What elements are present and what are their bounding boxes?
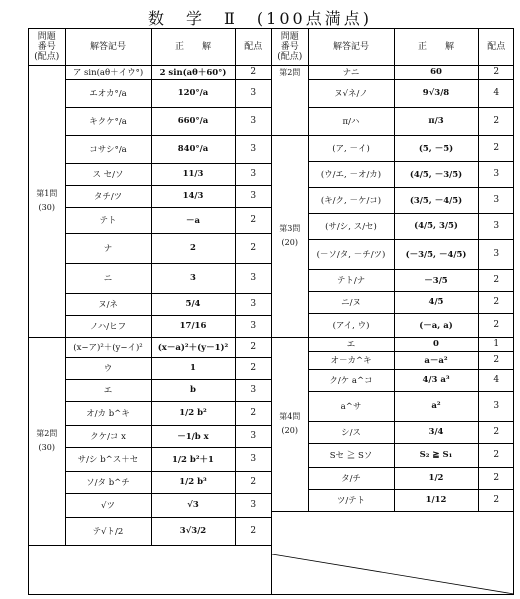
- answer-code: コサシ°/a: [65, 135, 151, 163]
- correct-answer: 5/4: [151, 293, 235, 315]
- correct-answer: (3/5, －4/5): [394, 187, 478, 213]
- correct-answer: 840°/a: [151, 135, 235, 163]
- points-value: 3: [235, 315, 271, 337]
- points-value: 2: [478, 443, 514, 467]
- answer-code: ノハ/ヒフ: [65, 315, 151, 337]
- table-row: [272, 135, 514, 161]
- correct-answer: 660°/a: [151, 107, 235, 135]
- left-column: [29, 29, 271, 594]
- points-value: 2: [235, 207, 271, 233]
- table-row: [29, 471, 271, 493]
- correct-answer: 2: [151, 233, 235, 263]
- points-value: 2: [235, 233, 271, 263]
- table-row: [272, 161, 514, 187]
- correct-answer: 1/2 b²＋1: [151, 447, 235, 471]
- section-points: (20): [281, 426, 298, 435]
- table-row: [272, 443, 514, 467]
- correct-answer: (4/5, 3/5): [394, 213, 478, 239]
- points-value: 2: [478, 489, 514, 511]
- correct-answer: 17/16: [151, 315, 235, 337]
- section-name: 第2問: [36, 429, 58, 438]
- section-points: (20): [281, 238, 298, 247]
- table-row: [29, 357, 271, 379]
- correct-answer: －1/b x: [151, 425, 235, 447]
- table-row: [272, 391, 514, 421]
- points-value: 3: [235, 135, 271, 163]
- section-cell: [29, 337, 65, 545]
- correct-answer: 3√3/2: [151, 517, 235, 545]
- answer-code: (アイ, ウ): [308, 313, 394, 337]
- header-points: 配点: [478, 29, 514, 65]
- table-row: [29, 517, 271, 545]
- points-value: 2: [478, 269, 514, 291]
- correct-answer: 14/3: [151, 185, 235, 207]
- points-value: 3: [478, 391, 514, 421]
- table-row: [29, 263, 271, 293]
- answer-code: テ√ト/2: [65, 517, 151, 545]
- answer-code: ナニ: [308, 65, 394, 79]
- answer-code: Sセ ≧ Sソ: [308, 443, 394, 467]
- table-row: [29, 425, 271, 447]
- table-row: [272, 489, 514, 511]
- answer-code: ヌ√ネ/ノ: [308, 79, 394, 107]
- points-value: 2: [478, 313, 514, 337]
- header-code: 解答記号: [65, 29, 151, 65]
- table-row: [272, 213, 514, 239]
- correct-answer: a－a²: [394, 351, 478, 369]
- correct-answer: －3/5: [394, 269, 478, 291]
- points-value: 2: [235, 401, 271, 425]
- answer-code: (x−ア)²＋(y−イ)²: [65, 337, 151, 357]
- answer-table: [28, 28, 514, 595]
- table-row: [29, 293, 271, 315]
- points-value: 3: [478, 239, 514, 269]
- table-row: [29, 185, 271, 207]
- correct-answer: (5, －5): [394, 135, 478, 161]
- correct-answer: a²: [394, 391, 478, 421]
- table-row: [272, 79, 514, 107]
- correct-answer: 1/2 b³: [151, 471, 235, 493]
- answer-code: (－ソ/タ, －チ/ツ): [308, 239, 394, 269]
- correct-answer: π/3: [394, 107, 478, 135]
- section-cell: [272, 337, 308, 511]
- answer-code: ク/ケ a^コ: [308, 369, 394, 391]
- table-row: [29, 107, 271, 135]
- answer-code: (ア, －イ): [308, 135, 394, 161]
- points-value: 2: [478, 135, 514, 161]
- header-answer: 正 解: [151, 29, 235, 65]
- table-row: [29, 379, 271, 401]
- points-value: 4: [478, 79, 514, 107]
- points-value: 2: [235, 357, 271, 379]
- points-value: 2: [478, 291, 514, 313]
- answer-code: テト/ナ: [308, 269, 394, 291]
- table-row: [29, 79, 271, 107]
- table-row: [272, 239, 514, 269]
- points-value: 3: [235, 263, 271, 293]
- answer-code: ア sin(aθ＋イウ°): [65, 65, 151, 79]
- points-value: 1: [478, 337, 514, 351]
- correct-answer: (4/5, －3/5): [394, 161, 478, 187]
- points-value: 3: [235, 379, 271, 401]
- points-value: 2: [478, 467, 514, 489]
- answer-code: オ－カ^キ: [308, 351, 394, 369]
- correct-answer: 120°/a: [151, 79, 235, 107]
- section-name: 第4問: [279, 412, 301, 421]
- correct-answer: S₂ ≧ S₁: [394, 443, 478, 467]
- table-row: [272, 65, 514, 79]
- table-row: [29, 315, 271, 337]
- table-row: [272, 269, 514, 291]
- table-row: [272, 337, 514, 351]
- table-row: [29, 233, 271, 263]
- answer-code: タチ/ツ: [65, 185, 151, 207]
- table-row: [29, 65, 271, 79]
- left-table: [29, 29, 271, 546]
- section-points: (30): [38, 443, 55, 452]
- points-value: 2: [235, 65, 271, 79]
- correct-answer: √3: [151, 493, 235, 517]
- correct-answer: 2 sin(aθ＋60°): [151, 65, 235, 79]
- answer-code: タ/チ: [308, 467, 394, 489]
- answer-code: エオカ°/a: [65, 79, 151, 107]
- answer-code: テト: [65, 207, 151, 233]
- header-answer: 正 解: [394, 29, 478, 65]
- points-value: 2: [478, 421, 514, 443]
- table-row: [29, 447, 271, 471]
- correct-answer: b: [151, 379, 235, 401]
- table-row: [29, 401, 271, 425]
- answer-code: ヌ/ネ: [65, 293, 151, 315]
- section-name: 第2問: [279, 67, 301, 77]
- correct-answer: 9√3/8: [394, 79, 478, 107]
- answer-code: サ/シ b^ス＋セ: [65, 447, 151, 471]
- answer-code: ス セ/ソ: [65, 163, 151, 185]
- answer-code: ソ/タ b^チ: [65, 471, 151, 493]
- table-row: [29, 207, 271, 233]
- right-column: [271, 29, 514, 594]
- table-row: [272, 107, 514, 135]
- answer-code: キクケ°/a: [65, 107, 151, 135]
- points-value: 2: [235, 337, 271, 357]
- correct-answer: 0: [394, 337, 478, 351]
- section-name: 第1問: [36, 189, 58, 198]
- correct-answer: 3: [151, 263, 235, 293]
- answer-code: エ: [308, 337, 394, 351]
- points-value: 3: [235, 493, 271, 517]
- page-title: 数 学 Ⅱ (100点満点): [148, 9, 372, 28]
- answer-code: √ツ: [65, 493, 151, 517]
- answer-code: ナ: [65, 233, 151, 263]
- correct-answer: (－a, a): [394, 313, 478, 337]
- table-row: [272, 187, 514, 213]
- correct-answer: 1: [151, 357, 235, 379]
- points-value: 3: [478, 213, 514, 239]
- correct-answer: 3/4: [394, 421, 478, 443]
- points-value: 3: [235, 107, 271, 135]
- points-value: 3: [478, 161, 514, 187]
- correct-answer: 4/3 a³: [394, 369, 478, 391]
- section-cell: [272, 65, 308, 135]
- section-cell: [29, 65, 65, 337]
- answer-code: ニ: [65, 263, 151, 293]
- answer-code: ツ/テト: [308, 489, 394, 511]
- answer-code: (キ/ク, －ケ/コ): [308, 187, 394, 213]
- answer-code: クケ/コ x: [65, 425, 151, 447]
- answer-code: ウ: [65, 357, 151, 379]
- table-row: [272, 421, 514, 443]
- points-value: 2: [478, 65, 514, 79]
- correct-answer: (x－a)²＋(y－1)²: [151, 337, 235, 357]
- points-value: 2: [478, 107, 514, 135]
- section-cell: [272, 135, 308, 337]
- header-code: 解答記号: [308, 29, 394, 65]
- answer-code: (ウ/エ, －オ/カ): [308, 161, 394, 187]
- points-value: 2: [235, 471, 271, 493]
- table-row: [272, 351, 514, 369]
- answer-code: ニ/ヌ: [308, 291, 394, 313]
- header-section: 問題 番号 (配点): [29, 29, 65, 65]
- answer-code: a^サ: [308, 391, 394, 421]
- empty-cell-diagonal: [272, 554, 514, 594]
- answer-code: オ/カ b^キ: [65, 401, 151, 425]
- right-table: [272, 29, 514, 512]
- correct-answer: 4/5: [394, 291, 478, 313]
- header-points: 配点: [235, 29, 271, 65]
- points-value: 3: [235, 79, 271, 107]
- points-value: 3: [235, 163, 271, 185]
- correct-answer: 1/12: [394, 489, 478, 511]
- table-row: [272, 369, 514, 391]
- points-value: 3: [235, 185, 271, 207]
- section-points: (30): [38, 203, 55, 212]
- points-value: 3: [478, 187, 514, 213]
- correct-answer: 1/2: [394, 467, 478, 489]
- header-section: 問題 番号 (配点): [272, 29, 308, 65]
- points-value: 3: [235, 293, 271, 315]
- table-row: [29, 337, 271, 357]
- table-row: [29, 493, 271, 517]
- table-row: [272, 467, 514, 489]
- section-name: 第3問: [279, 224, 301, 233]
- table-row: [272, 291, 514, 313]
- table-row: [272, 313, 514, 337]
- answer-code: (サ/シ, ス/セ): [308, 213, 394, 239]
- correct-answer: －a: [151, 207, 235, 233]
- correct-answer: 1/2 b²: [151, 401, 235, 425]
- points-value: 3: [235, 447, 271, 471]
- answer-code: π/ハ: [308, 107, 394, 135]
- answer-code: エ: [65, 379, 151, 401]
- answer-code: シ/ス: [308, 421, 394, 443]
- correct-answer: 11/3: [151, 163, 235, 185]
- points-value: 2: [478, 351, 514, 369]
- correct-answer: 60: [394, 65, 478, 79]
- points-value: 4: [478, 369, 514, 391]
- points-value: 2: [235, 517, 271, 545]
- points-value: 3: [235, 425, 271, 447]
- table-row: [29, 163, 271, 185]
- table-row: [29, 135, 271, 163]
- correct-answer: (－3/5, －4/5): [394, 239, 478, 269]
